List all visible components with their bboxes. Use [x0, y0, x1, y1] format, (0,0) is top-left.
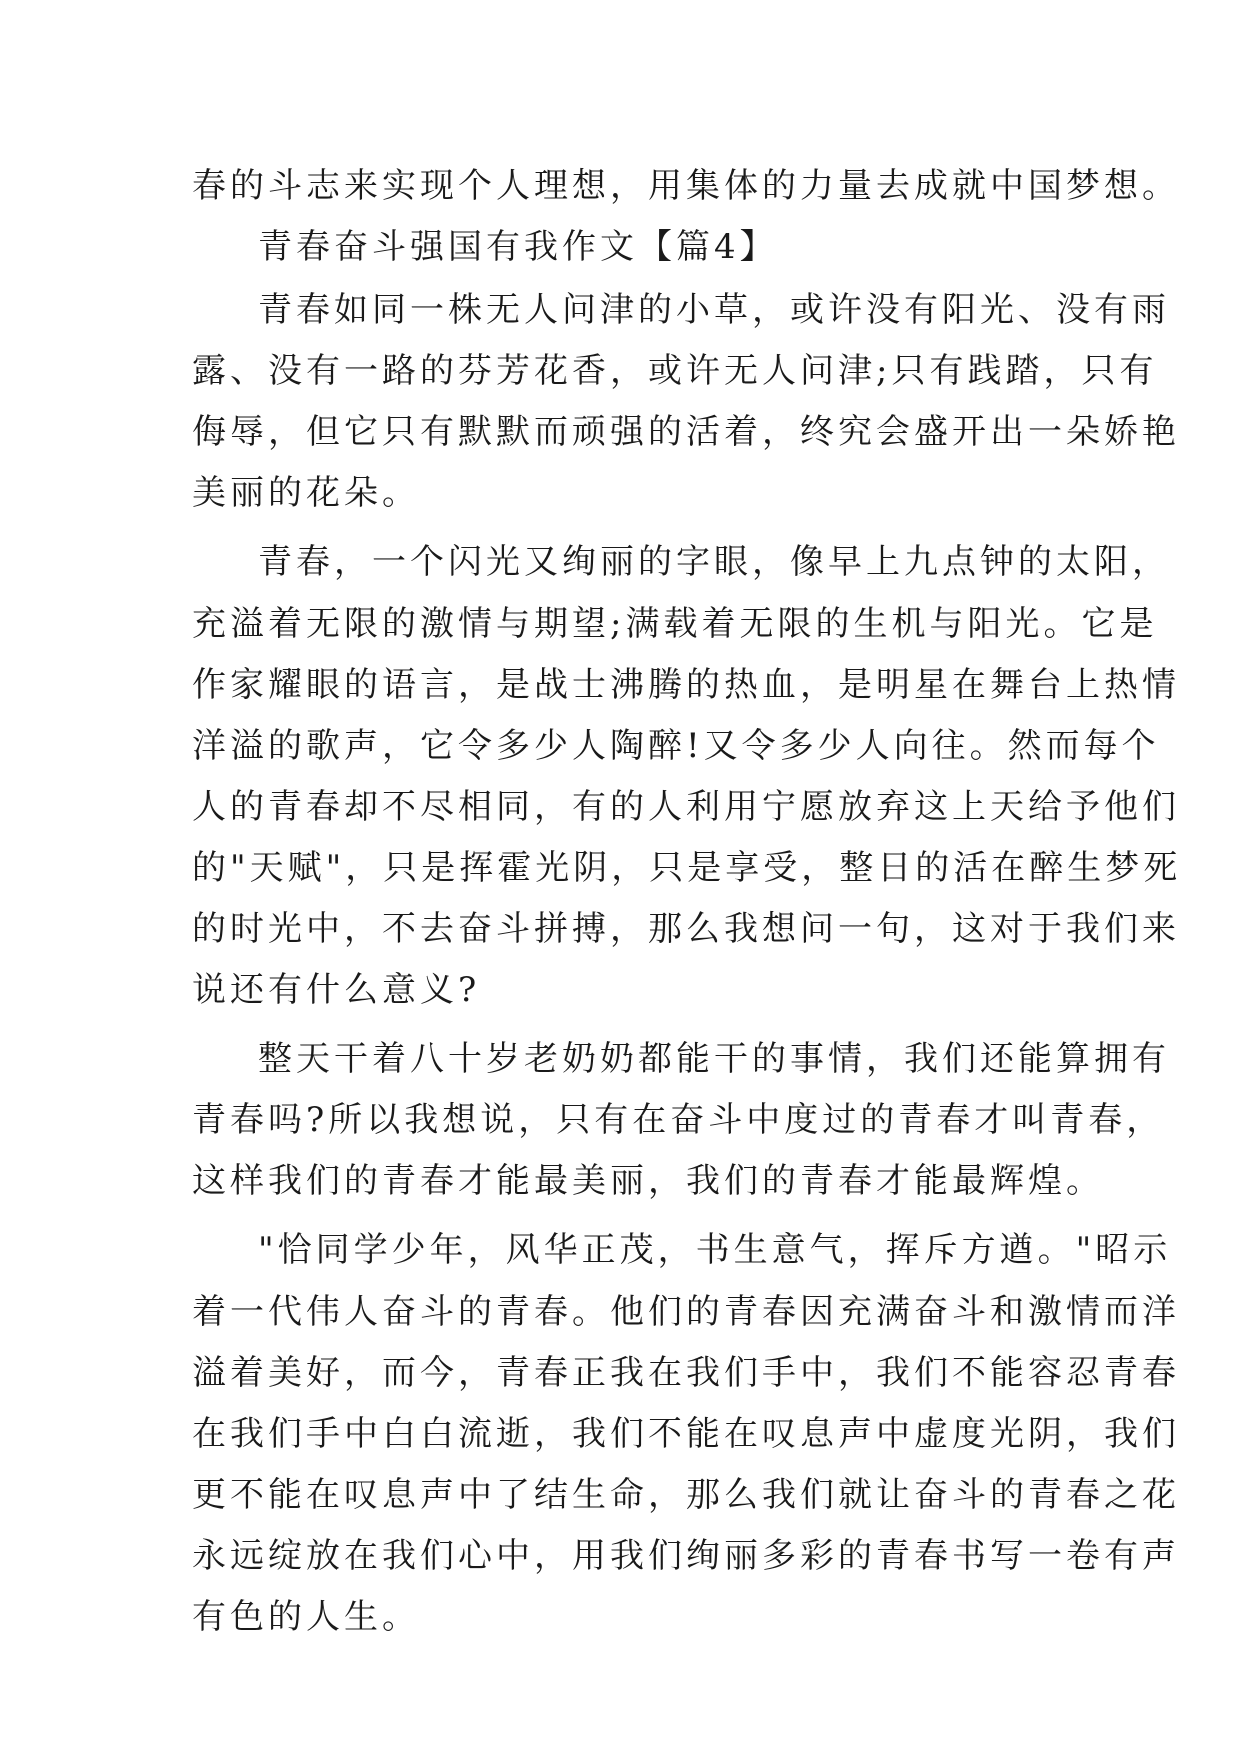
text-line: 有色的人生。: [192, 1597, 420, 1637]
text-line: 露、没有一路的芬芳花香，或许无人问津;只有践踏，只有: [192, 351, 1158, 391]
text-line: 说还有什么意义?: [192, 970, 481, 1010]
text-line: 青春如同一株无人问津的小草，或许没有阳光、没有雨: [258, 290, 1170, 330]
text-line: 春的斗志来实现个人理想，用集体的力量去成就中国梦想。: [192, 166, 1180, 206]
text-line: 这样我们的青春才能最美丽，我们的青春才能最辉煌。: [192, 1161, 1104, 1201]
text-line: 的"天赋"，只是挥霍光阴，只是享受，整日的活在醉生梦死: [192, 848, 1182, 888]
text-line: 着一代伟人奋斗的青春。他们的青春因充满奋斗和激情而洋: [192, 1292, 1180, 1332]
text-line: 溢着美好，而今，青春正我在我们手中，我们不能容忍青春: [192, 1353, 1180, 1393]
text-line: 美丽的花朵。: [192, 473, 420, 513]
text-line: 永远绽放在我们心中，用我们绚丽多彩的青春书写一卷有声: [192, 1536, 1180, 1576]
text-line: 作家耀眼的语言，是战士沸腾的热血，是明星在舞台上热情: [192, 665, 1180, 705]
text-line: 青春，一个闪光又绚丽的字眼，像早上九点钟的太阳，: [258, 542, 1170, 582]
text-line: 侮辱，但它只有默默而顽强的活着，终究会盛开出一朵娇艳: [192, 412, 1180, 452]
text-line: "恰同学少年，风华正茂，书生意气，挥斥方遒。"昭示: [258, 1230, 1172, 1270]
text-line: 更不能在叹息声中了结生命，那么我们就让奋斗的青春之花: [192, 1475, 1180, 1515]
section-heading: 青春奋斗强国有我作文【篇4】: [258, 227, 778, 267]
text-line: 青春吗?所以我想说，只有在奋斗中度过的青春才叫青春，: [192, 1100, 1165, 1140]
text-line: 洋溢的歌声，它令多少人陶醉!又令多少人向往。然而每个: [192, 726, 1160, 766]
text-line: 的时光中，不去奋斗拼搏，那么我想问一句，这对于我们来: [192, 909, 1180, 949]
text-line: 充溢着无限的激情与期望;满载着无限的生机与阳光。它是: [192, 604, 1158, 644]
text-line: 在我们手中白白流逝，我们不能在叹息声中虚度光阴，我们: [192, 1414, 1180, 1454]
text-line: 整天干着八十岁老奶奶都能干的事情，我们还能算拥有: [258, 1039, 1170, 1079]
text-line: 人的青春却不尽相同，有的人利用宁愿放弃这上天给予他们: [192, 787, 1180, 827]
